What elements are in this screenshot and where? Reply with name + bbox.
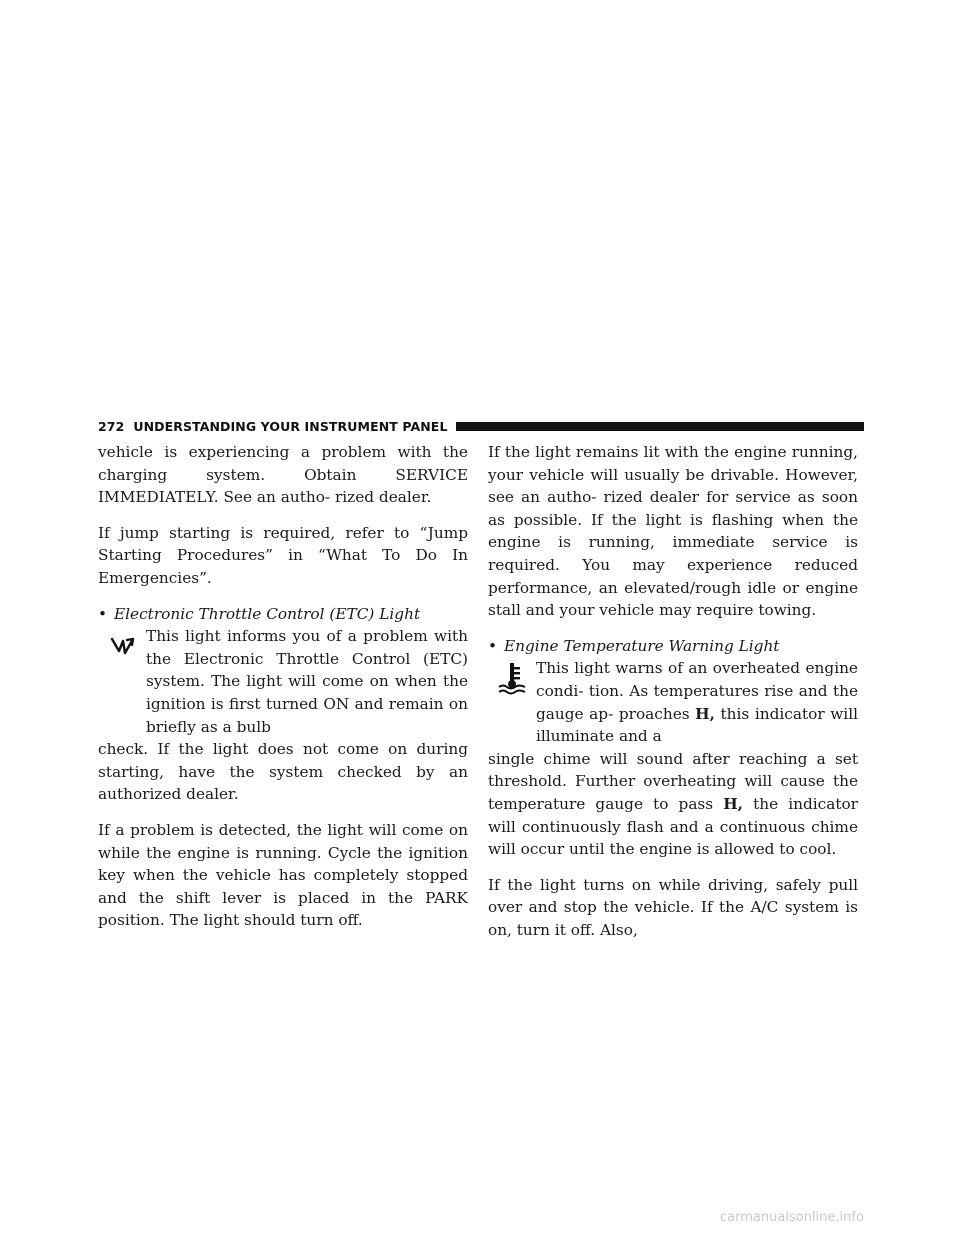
temp-heading [488, 635, 858, 658]
header-rule [456, 422, 864, 431]
etc-block [98, 625, 468, 738]
section-title: UNDERSTANDING YOUR INSTRUMENT PANEL [133, 418, 448, 434]
watermark: carmanualsonline.info [720, 1210, 864, 1225]
paragraph: If jump starting is required, refer to “Jump Starting Procedures” in “What To Do In Emergencies”. [98, 523, 468, 587]
throttle-warning-icon [98, 625, 146, 738]
temp-text-a: This light warns of an overheated engine condi- tion. As temperatures rise and the gauge ap- proaches [536, 659, 858, 723]
paragraph: If a problem is detected, the light will come on while the engine is running. Cycle the ignition key when the vehicle has completely stopped and the shift lever is placed in the PARK position. The light should turn off. [98, 820, 468, 930]
right-column [488, 441, 858, 941]
paragraph: check. If the light does not come on during starting, have the system checked by an authorized dealer. [98, 740, 468, 804]
temp-continued [488, 748, 858, 861]
gauge-h-label: H, [723, 794, 743, 813]
left-column [98, 441, 468, 945]
header-title [98, 419, 448, 434]
temp-cont-b: the indicator will continuously flash and a continuous chime will occur until the engine is allowed to cool. [488, 794, 858, 859]
etc-indented-text: This light informs you of a problem with the Electronic Throttle Control (ETC) system. The light will come on when the ignition is first turned ON and remain on briefly as a bulb [146, 627, 468, 736]
bullet: • [98, 604, 108, 623]
gauge-h-label: H, [695, 704, 715, 723]
temp-cont-a: single chime will sound after reaching a set threshold. Further overheating will cause the temperature gauge to pass [488, 749, 858, 813]
temp-heading-text: Engine Temperature Warning Light [504, 636, 780, 655]
coolant-temperature-icon [488, 657, 536, 747]
temp-block [488, 657, 858, 747]
paragraph: If the light remains lit with the engine running, your vehicle will usually be drivable. However, see an autho- rized dealer for service as soon as possible. If the light is flashing when the engine is running, immediate service is required. You may experience reduced performance, an elevated/rough idle or engine stall and your vehicle may require towing. [488, 443, 858, 620]
etc-heading-text: Electronic Throttle Control (ETC) Light [114, 604, 421, 623]
page-number: 272 [98, 418, 125, 434]
temp-indented-text [536, 657, 858, 747]
page-header [98, 416, 864, 436]
temp-text-b: this indicator will illuminate and a [536, 704, 858, 746]
bullet: • [488, 636, 498, 655]
etc-heading [98, 603, 468, 626]
paragraph: vehicle is experiencing a problem with the charging system. Obtain SERVICE IMMEDIATELY. See an autho- rized dealer. [98, 443, 468, 507]
paragraph: If the light turns on while driving, safely pull over and stop the vehicle. If the A/C system is on, turn it off. Also, [488, 875, 858, 939]
